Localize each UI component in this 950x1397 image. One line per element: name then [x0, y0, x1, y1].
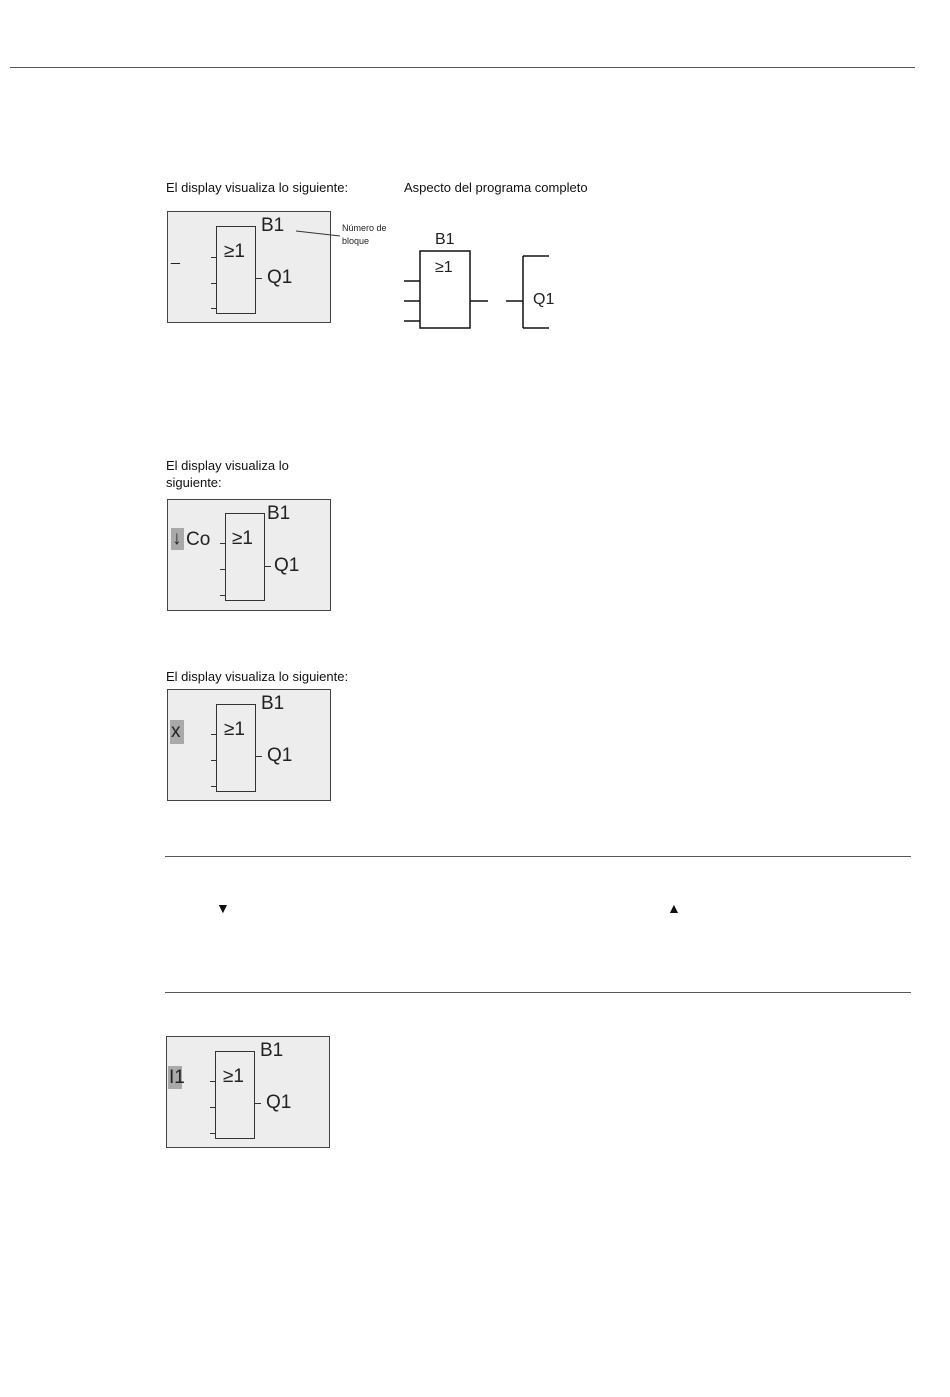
header-rule	[10, 67, 915, 68]
output-pin	[256, 756, 262, 757]
input-connector-label: Co	[186, 529, 211, 550]
gate-symbol: ≥1	[224, 719, 245, 740]
section-rule-top	[165, 856, 911, 857]
up-arrow-icon: ▲	[667, 900, 681, 916]
lcd-display-2	[167, 499, 331, 611]
output-label: Q1	[274, 555, 300, 576]
output-pin	[255, 1103, 261, 1104]
section-rule-bottom	[165, 992, 911, 993]
or-gate-box	[225, 513, 265, 601]
block-number: B1	[267, 503, 291, 524]
annotation-leader-line	[290, 225, 350, 245]
block-number: B1	[260, 1040, 284, 1061]
caption-display-1: El display visualiza lo siguiente:	[166, 180, 349, 195]
cursor-x: x	[171, 721, 181, 742]
block-number: B1	[261, 215, 285, 236]
gate-symbol: ≥1	[223, 1066, 244, 1087]
lcd-display-4	[166, 1036, 330, 1148]
or-gate-box	[216, 704, 256, 792]
caption-program: Aspecto del programa completo	[404, 180, 588, 195]
caption-display-3: El display visualiza lo siguiente:	[166, 669, 349, 684]
cursor-underscore: _	[171, 248, 180, 265]
output-label: Q1	[267, 267, 293, 288]
program-gate-symbol: ≥1	[435, 259, 453, 276]
program-block-number: B1	[435, 231, 455, 248]
output-label: Q1	[267, 745, 293, 766]
cursor-input-label: I1	[169, 1067, 185, 1088]
lcd-display-3	[167, 689, 331, 801]
program-output-label: Q1	[533, 291, 555, 308]
output-label: Q1	[266, 1092, 292, 1113]
cursor-arrow: ↓	[172, 528, 182, 549]
or-gate-box	[216, 226, 256, 314]
gate-symbol: ≥1	[224, 241, 245, 262]
block-number: B1	[261, 693, 285, 714]
gate-symbol: ≥1	[232, 528, 253, 549]
output-pin	[265, 566, 271, 567]
or-gate-box	[215, 1051, 255, 1139]
caption-display-2: El display visualiza lo siguiente:	[166, 458, 289, 490]
output-pin	[256, 278, 262, 279]
annotation-block-number: Número de bloque	[342, 223, 387, 246]
down-arrow-icon: ▼	[216, 900, 230, 916]
